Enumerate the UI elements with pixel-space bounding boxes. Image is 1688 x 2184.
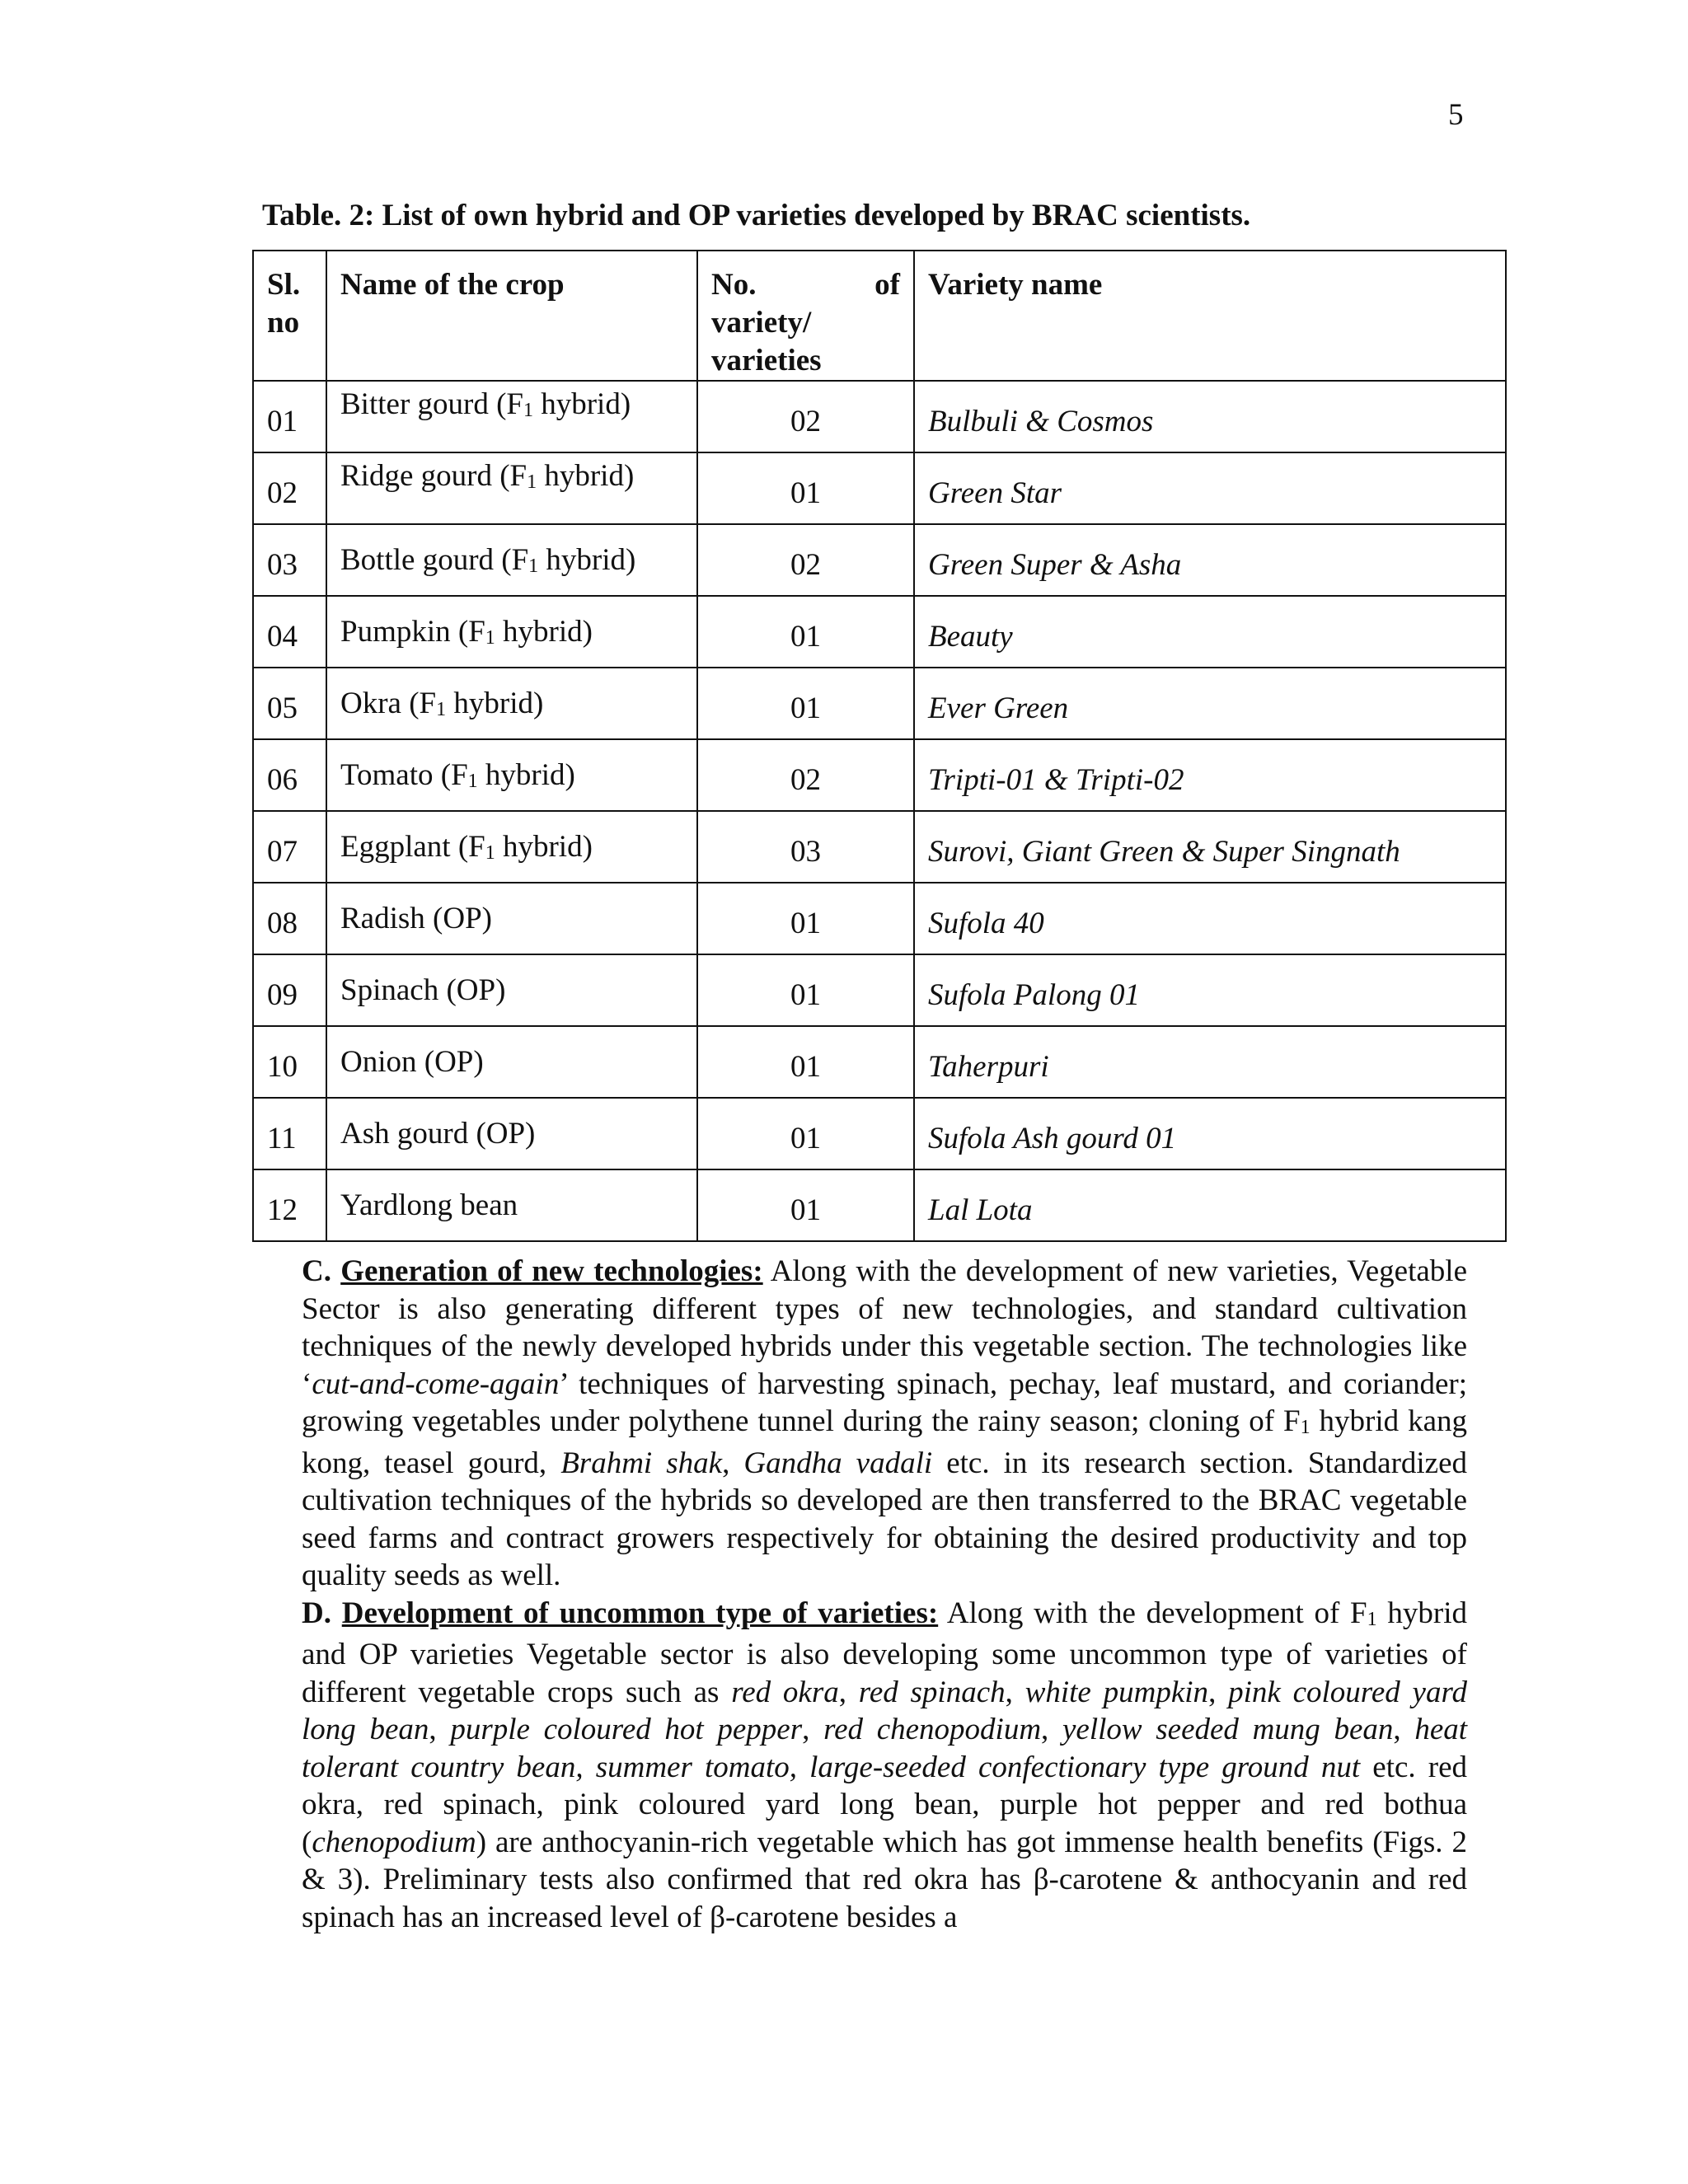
cell-crop (326, 596, 697, 668)
section-d-comma-2: , (1005, 1675, 1025, 1709)
cell-crop (326, 1169, 697, 1241)
crop-name: Yardlong bean (340, 1188, 518, 1222)
section-d-italic-8: heat tolerant country bean, summer tomato, large-seeded confectionary type ground nut (302, 1713, 1468, 1784)
cell-variety: Sufola Palong 01 (914, 954, 1506, 1026)
section-c-text-2: ’ techniques of harvesting spinach, pechay, leaf mustard, and coriander; growing vegetables under polythene tunnel during the rainy season; cloning of F (302, 1366, 1467, 1438)
crop-subscript: 1 (467, 771, 478, 792)
cell-crop (326, 1098, 697, 1169)
table-row (253, 452, 1506, 524)
section-c-letter: C. (302, 1254, 331, 1288)
cell-variety: Bulbuli & Cosmos (914, 381, 1506, 452)
cell-variety: Green Star (914, 452, 1506, 524)
body-text (302, 1253, 1467, 1936)
section-c-text-1: Along with the development of new varieties, Vegetable Sector is also generating different types of new technologies, and standard cultivation techniques of the newly developed hybrids under this vegetable section. The technologies like ‘ (302, 1254, 1468, 1401)
section-d-text-4: ) are anthocyanin-rich vegetable which has got immense health benefits (Figs. 2 & 3). Preliminary tests also confirmed that red okra has β-carotene & anthocyanin and red spinach has an increased level of β-carotene besides a (302, 1825, 1467, 1934)
section-d-italic-3: white pumpkin (1025, 1675, 1209, 1709)
section-c-subscript: 1 (1300, 1417, 1311, 1438)
header-count-of: of (874, 268, 900, 302)
cell-sl: 04 (253, 596, 326, 668)
cell-crop (326, 883, 697, 954)
crop-name: Bitter gourd (F (340, 387, 523, 421)
table-row (253, 811, 1506, 883)
table-caption: Table. 2: List of own hybrid and OP varieties developed by BRAC scientists. (262, 199, 1251, 232)
crop-subscript: 1 (436, 699, 447, 720)
section-d-text-2: hybrid and OP varieties Vegetable sector is also developing some uncommon type of varieties of different vegetable crops such as (302, 1596, 1467, 1709)
cell-variety: Lal Lota (914, 1169, 1506, 1241)
cell-count: 01 (697, 596, 914, 668)
section-d-comma-6: , (1041, 1713, 1062, 1746)
header-count-line2: variety/ (711, 306, 812, 340)
cell-sl: 11 (253, 1098, 326, 1169)
table-row (253, 883, 1506, 954)
section-d-comma-1: , (838, 1675, 859, 1709)
table-row (253, 954, 1506, 1026)
crop-name: Spinach (OP) (340, 973, 506, 1007)
section-d-italic-2: red spinach (858, 1675, 1006, 1709)
crop-name-tail: hybrid) (495, 830, 593, 864)
cell-count: 02 (697, 524, 914, 596)
section-c-italic-3: Gandha vadali (743, 1446, 933, 1480)
header-sl (253, 251, 326, 381)
section-d-italic-4: pink coloured yard long bean (302, 1675, 1467, 1746)
crop-subscript: 1 (528, 555, 539, 577)
crop-name-tail: hybrid) (537, 459, 635, 493)
crop-subscript: 1 (527, 471, 537, 493)
cell-sl: 01 (253, 381, 326, 452)
cell-variety: Ever Green (914, 668, 1506, 739)
cell-count: 02 (697, 739, 914, 811)
header-sl-line1: Sl. (267, 268, 301, 302)
section-d-comma-4: , (429, 1713, 451, 1746)
section-d-italic-1: red okra (731, 1675, 839, 1709)
cell-crop (326, 668, 697, 739)
section-d-paragraph (302, 1595, 1467, 1937)
varieties-table (252, 250, 1507, 1242)
section-c-text-5: etc. in its research section. Standardized cultivation techniques of the hybrids so developed are then transferred to the BRAC vegetable seed farms and contract growers respectively for obtaining the desired productivity and top quality seeds as well. (302, 1446, 1468, 1592)
cell-crop (326, 524, 697, 596)
crop-name: Ash gourd (OP) (340, 1117, 536, 1151)
section-d-heading (302, 1596, 938, 1630)
cell-count: 01 (697, 954, 914, 1026)
cell-crop (326, 954, 697, 1026)
cell-sl: 06 (253, 739, 326, 811)
header-sl-line2: no (267, 306, 300, 340)
header-count-no: No. (711, 268, 757, 302)
cell-sl: 05 (253, 668, 326, 739)
section-c-italic-1: cut-and-come-again (312, 1366, 560, 1401)
section-d-comma-7: , (1393, 1713, 1415, 1746)
cell-count: 01 (697, 668, 914, 739)
cell-variety: Sufola 40 (914, 883, 1506, 954)
cell-count: 01 (697, 1026, 914, 1098)
section-d-italic-9: chenopodium (312, 1825, 476, 1859)
section-d-comma-3: , (1208, 1675, 1229, 1709)
crop-name: Radish (OP) (340, 902, 492, 935)
cell-variety: Taherpuri (914, 1026, 1506, 1098)
crop-name: Okra (F (340, 687, 437, 720)
cell-sl: 03 (253, 524, 326, 596)
cell-count: 01 (697, 452, 914, 524)
section-d-italic-7: yellow seeded mung bean (1062, 1713, 1394, 1746)
cell-variety: Surovi, Giant Green & Super Singnath (914, 811, 1506, 883)
cell-crop (326, 381, 697, 452)
table-row (253, 1169, 1506, 1241)
section-c-heading (302, 1254, 763, 1288)
table-header-row (253, 251, 1506, 381)
cell-variety: Green Super & Asha (914, 524, 1506, 596)
section-d-italic-6: red chenopodium (823, 1713, 1042, 1746)
table-row (253, 668, 1506, 739)
crop-name: Eggplant (F (340, 830, 485, 864)
crop-subscript: 1 (485, 842, 495, 864)
cell-sl: 07 (253, 811, 326, 883)
cell-sl: 08 (253, 883, 326, 954)
cell-sl: 10 (253, 1026, 326, 1098)
crop-name-tail: hybrid) (532, 387, 631, 421)
crop-name: Tomato (F (340, 758, 468, 792)
cell-count: 01 (697, 1098, 914, 1169)
crop-subscript: 1 (523, 400, 533, 421)
cell-crop (326, 452, 697, 524)
section-d-text-1: Along with the development of F (938, 1596, 1367, 1630)
section-d-italic-5: purple coloured hot pepper (450, 1713, 803, 1746)
table-row (253, 1098, 1506, 1169)
crop-name: Onion (OP) (340, 1045, 484, 1079)
cell-count: 01 (697, 883, 914, 954)
section-d-letter: D. (302, 1596, 331, 1630)
crop-name-tail: hybrid) (495, 615, 593, 649)
header-variety: Variety name (914, 251, 1506, 381)
section-d-subscript: 1 (1367, 1608, 1377, 1630)
table-row (253, 596, 1506, 668)
cell-crop (326, 811, 697, 883)
cell-crop (326, 739, 697, 811)
cell-sl: 02 (253, 452, 326, 524)
cell-variety: Tripti-01 & Tripti-02 (914, 739, 1506, 811)
table-row (253, 739, 1506, 811)
cell-count: 03 (697, 811, 914, 883)
cell-variety: Sufola Ash gourd 01 (914, 1098, 1506, 1169)
section-c-text-4: , (722, 1446, 744, 1480)
cell-count: 01 (697, 1169, 914, 1241)
table-row (253, 381, 1506, 452)
table-row (253, 524, 1506, 596)
crop-name-tail: hybrid) (538, 543, 636, 577)
section-c-paragraph (302, 1253, 1467, 1595)
cell-crop (326, 1026, 697, 1098)
crop-name: Ridge gourd (F (340, 459, 528, 493)
cell-sl: 09 (253, 954, 326, 1026)
section-d-title: Development of uncommon type of varieties: (341, 1596, 939, 1630)
crop-name-tail: hybrid) (446, 687, 544, 720)
section-c-title: Generation of new technologies: (340, 1254, 763, 1288)
section-d-text-3: etc. red okra, red spinach, pink coloured yard long bean, purple hot pepper and red bothua ( (302, 1750, 1468, 1859)
crop-name: Bottle gourd (F (340, 543, 529, 577)
section-c-italic-2: Brahmi shak (560, 1446, 723, 1480)
cell-count: 02 (697, 381, 914, 452)
table-row (253, 1026, 1506, 1098)
section-c-text-3: hybrid kang kong, teasel gourd, (302, 1404, 1467, 1480)
header-count-line1 (711, 266, 900, 304)
cell-variety: Beauty (914, 596, 1506, 668)
cell-sl: 12 (253, 1169, 326, 1241)
header-count (697, 251, 914, 381)
section-d-comma-5: , (802, 1713, 824, 1746)
crop-subscript: 1 (485, 627, 495, 649)
page-number: 5 (1448, 98, 1464, 132)
header-count-line3: varieties (711, 344, 822, 377)
crop-name: Pumpkin (F (340, 615, 485, 649)
crop-name-tail: hybrid) (477, 758, 575, 792)
header-crop: Name of the crop (326, 251, 697, 381)
